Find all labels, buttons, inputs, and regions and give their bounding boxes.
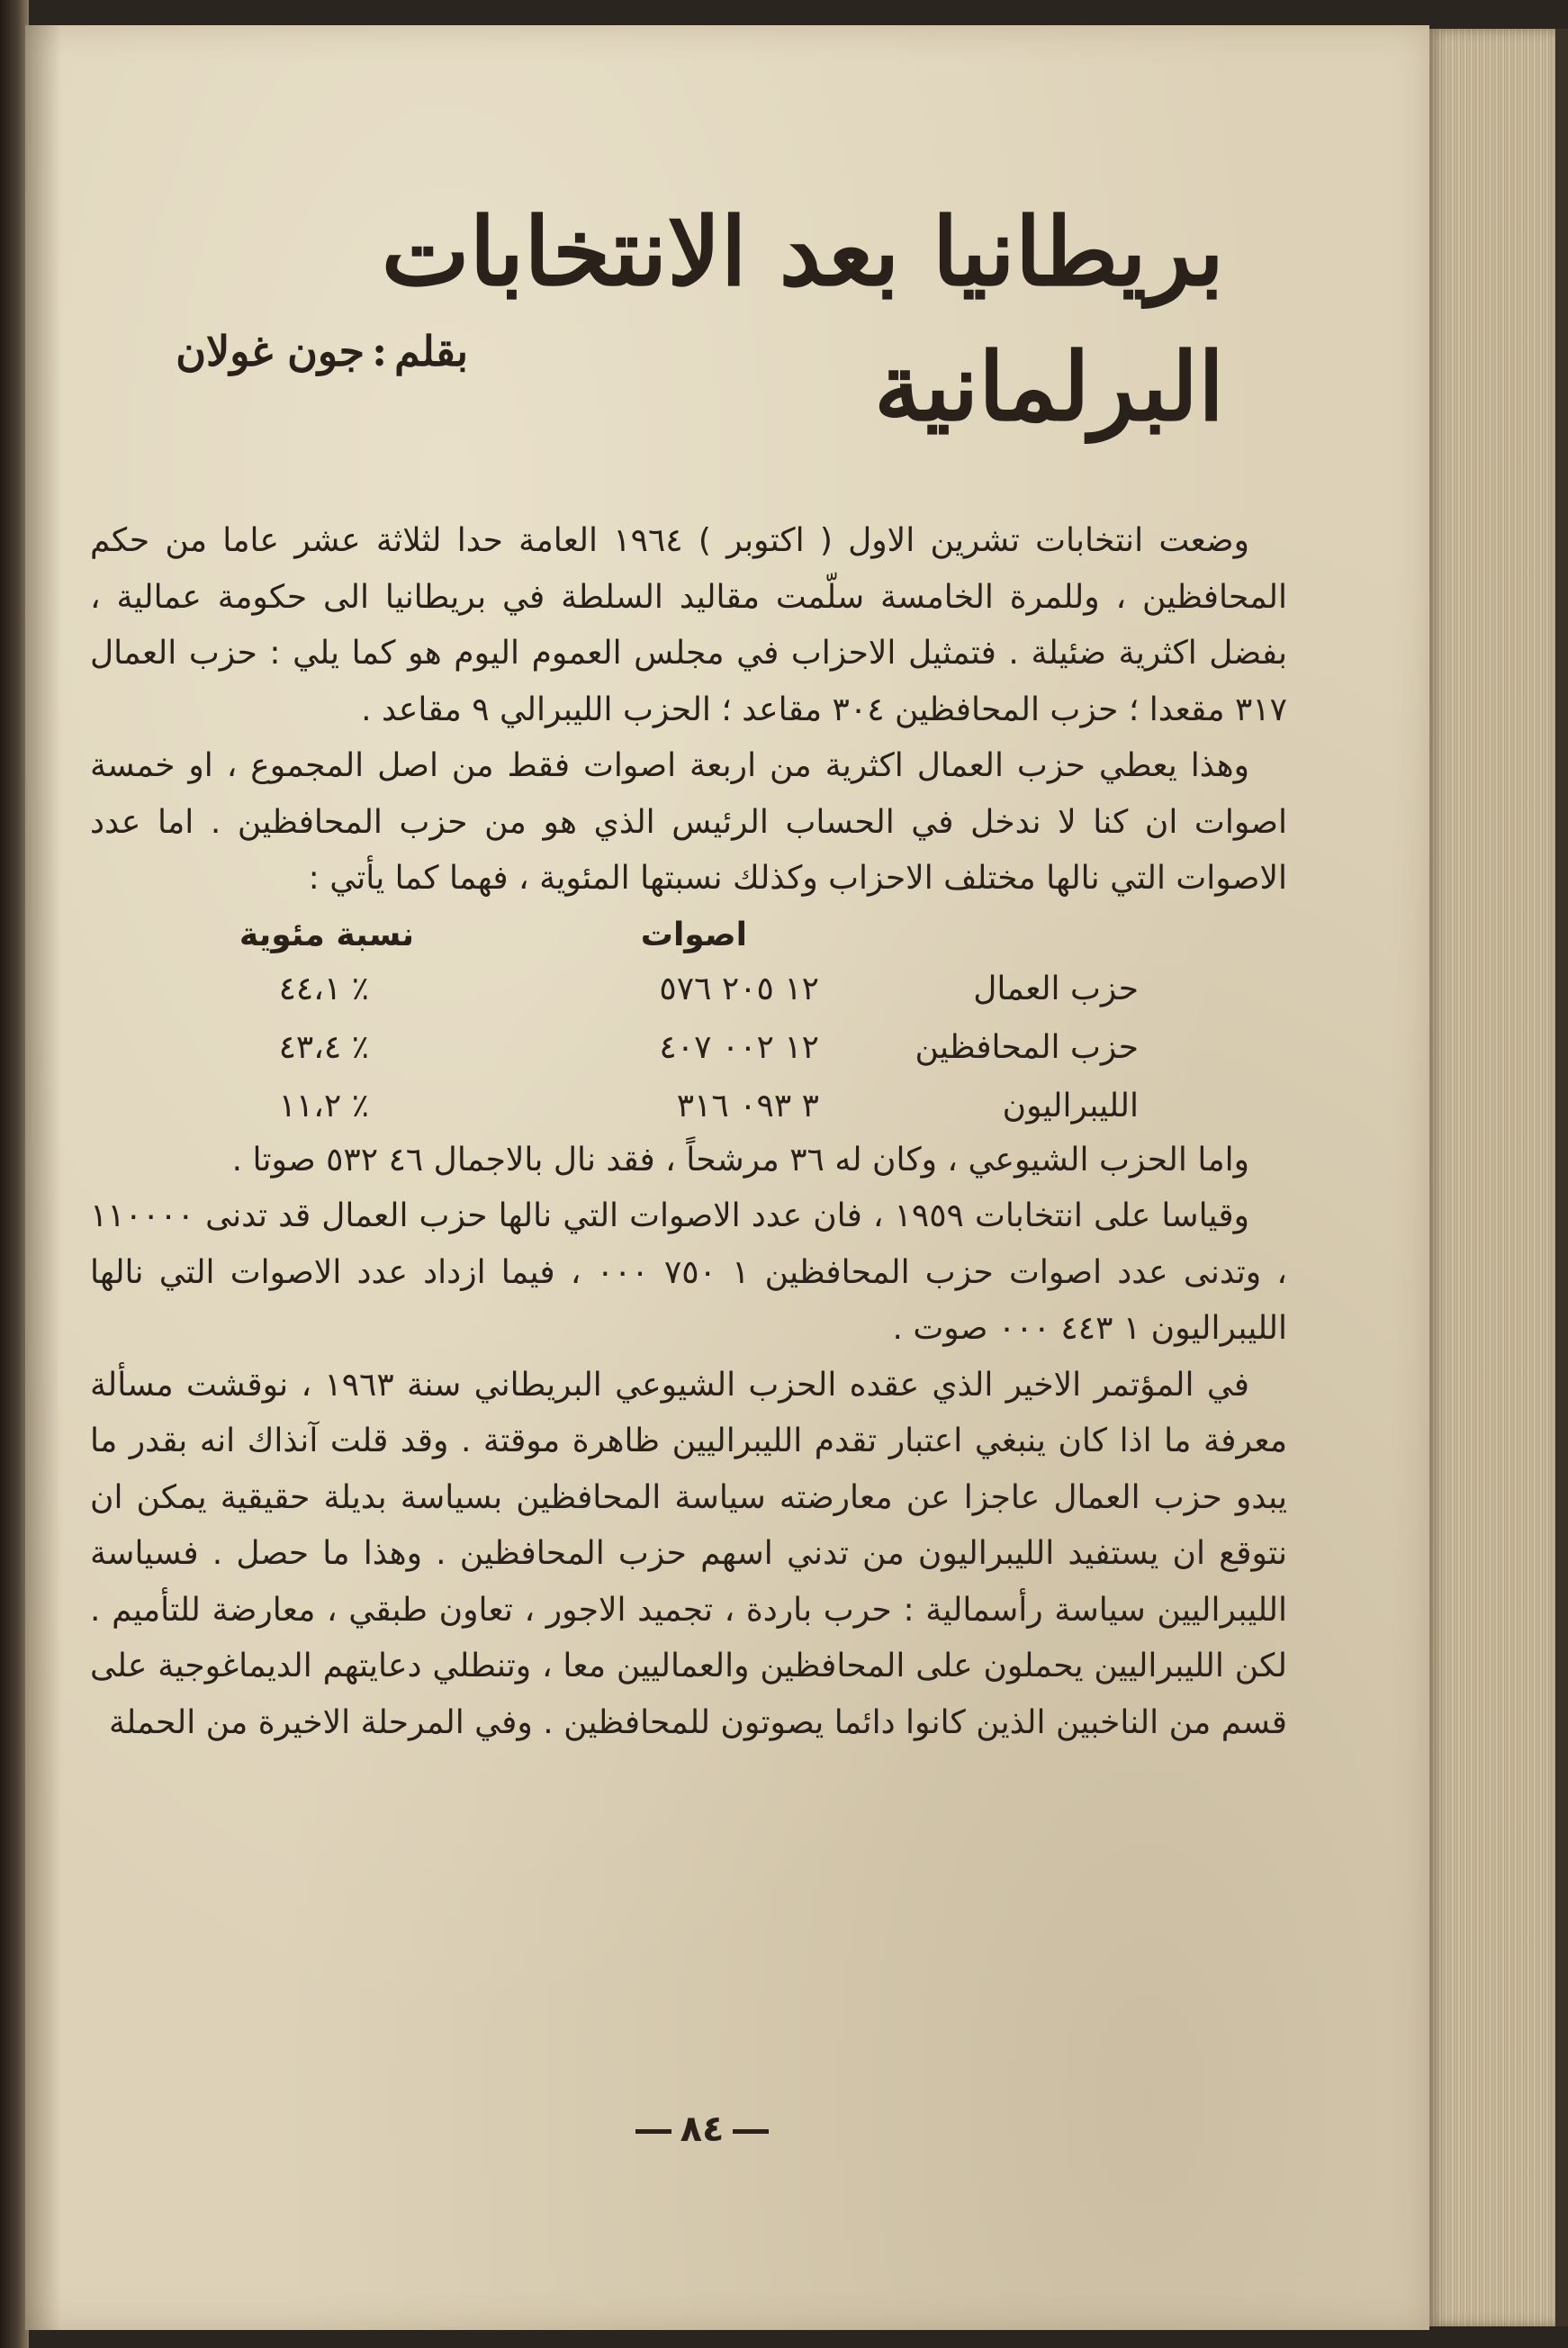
- paragraph-liberals-analysis: في المؤتمر الاخير الذي عقده الحزب الشيوعي البريطاني سنة ١٩٦٣ ، نوقشت مسألة معرفة ما اذا كان ينبغي اعتبار تقدم الليبراليين ظاهرة موقتة . وقد قلت آنذاك انه بقدر ما يبدو حزب العمال عاجزا عن معارضته سياسة المحافظين بسياسة بديلة حقيقية يمكن ان نتوقع ان يستفيد الليبراليون من تدني اسهم حزب المحافظين . وهذا ما حصل . فسياسة الليبراليين سياسة رأسمالية : حرب باردة ، تجميد الاجور ، تعاون طبقي ، معارضة للتأميم . لكن الليبراليين يحملون على المحافظين والعماليين معا ، وتنطلي دعايتهم الديماغوجية على قسم من الناخبين الذين كانوا دائما يصوتون للمحافظين . وفي المرحلة الاخيرة من الحملة: [90, 1366, 1287, 1741]
- page-number-value: ٨٤: [680, 2109, 725, 2150]
- table-cell-party: حزب العمال: [973, 970, 1139, 1007]
- table-cell-percent: ٪ ٤٤،١: [278, 970, 369, 1007]
- table-header-percent: نسبة مئوية: [239, 916, 414, 953]
- page-stack-edge: [1429, 29, 1555, 2326]
- page-number-dash-right: [733, 2129, 769, 2134]
- byline-author: جون غولان: [176, 327, 365, 375]
- page-number-dash-left: [635, 2129, 671, 2134]
- table-cell-party: الليبراليون: [1002, 1087, 1139, 1124]
- table-cell-party: حزب المحافظين: [915, 1028, 1139, 1066]
- table-header-votes: اصوات: [640, 916, 747, 953]
- table-cell-votes: ٣ ٠٩٣ ٣١٦: [676, 1087, 819, 1124]
- byline-colon: :: [372, 327, 388, 375]
- table-cell-votes: ١٢ ٢٠٥ ٥٧٦: [659, 970, 819, 1007]
- table-cell-percent: ٪ ١١،٢: [278, 1087, 369, 1124]
- table-cell-percent: ٪ ٤٣،٤: [278, 1028, 369, 1066]
- paragraph-1959-comparison: وقياسا على انتخابات ١٩٥٩ ، فان عدد الاصوات التي نالها حزب العمال قد تدنى ١١٠٠٠٠ ، وتدنى عدد اصوات حزب المحافظين ١ ٧٥٠ ٠٠٠ ، فيما ازداد عدد الاصوات التي نالها الليبراليون ١ ٤٤٣ ٠٠٠ صوت .: [90, 1197, 1287, 1347]
- table-cell-votes: ١٢ ٠٠٢ ٤٠٧: [659, 1028, 819, 1066]
- byline-prefix: بقلم: [394, 327, 468, 375]
- paragraph-communist-party: واما الحزب الشيوعي ، وكان له ٣٦ مرشحاً ، فقد نال بالاجمال ٤٦ ٥٣٢ صوتا .: [231, 1141, 1249, 1179]
- paragraph-majority: وهذا يعطي حزب العمال اكثرية من اربعة اصوات فقط من اصل المجموع ، او خمسة اصوات ان كنا لا ندخل في الحساب الرئيس الذي هو من حزب المحافظين . اما عدد الاصوات التي نالها مختلف الاحزاب وكذلك نسبتها المئوية ، فهما كما يأتي :: [90, 747, 1287, 897]
- votes-table: [90, 908, 1287, 1133]
- spine-shadow: [25, 25, 61, 2330]
- paragraph-election-result: وضعت انتخابات تشرين الاول ( اكتوبر ) ١٩٦٤ العامة حدا لثلاثة عشر عاما من حكم المحافظين ، وللمرة الخامسة سلّمت مقاليد السلطة في بريطانيا الى حكومة عمالية ، بفضل اكثرية ضئيلة . فتمثيل الاحزاب في مجلس العموم اليوم هو كما يلي : حزب العمال ٣١٧ مقعدا ؛ حزب المحافظين ٣٠٤ مقاعد ؛ الحزب الليبرالي ٩ مقاعد .: [90, 522, 1287, 728]
- page-number: [621, 2098, 783, 2161]
- article-title: بريطانيا بعد الانتخابات البرلمانية: [381, 196, 1224, 442]
- article-byline: [126, 315, 468, 387]
- book-cover-edge: [1555, 29, 1568, 2326]
- article-body: [90, 513, 1287, 1751]
